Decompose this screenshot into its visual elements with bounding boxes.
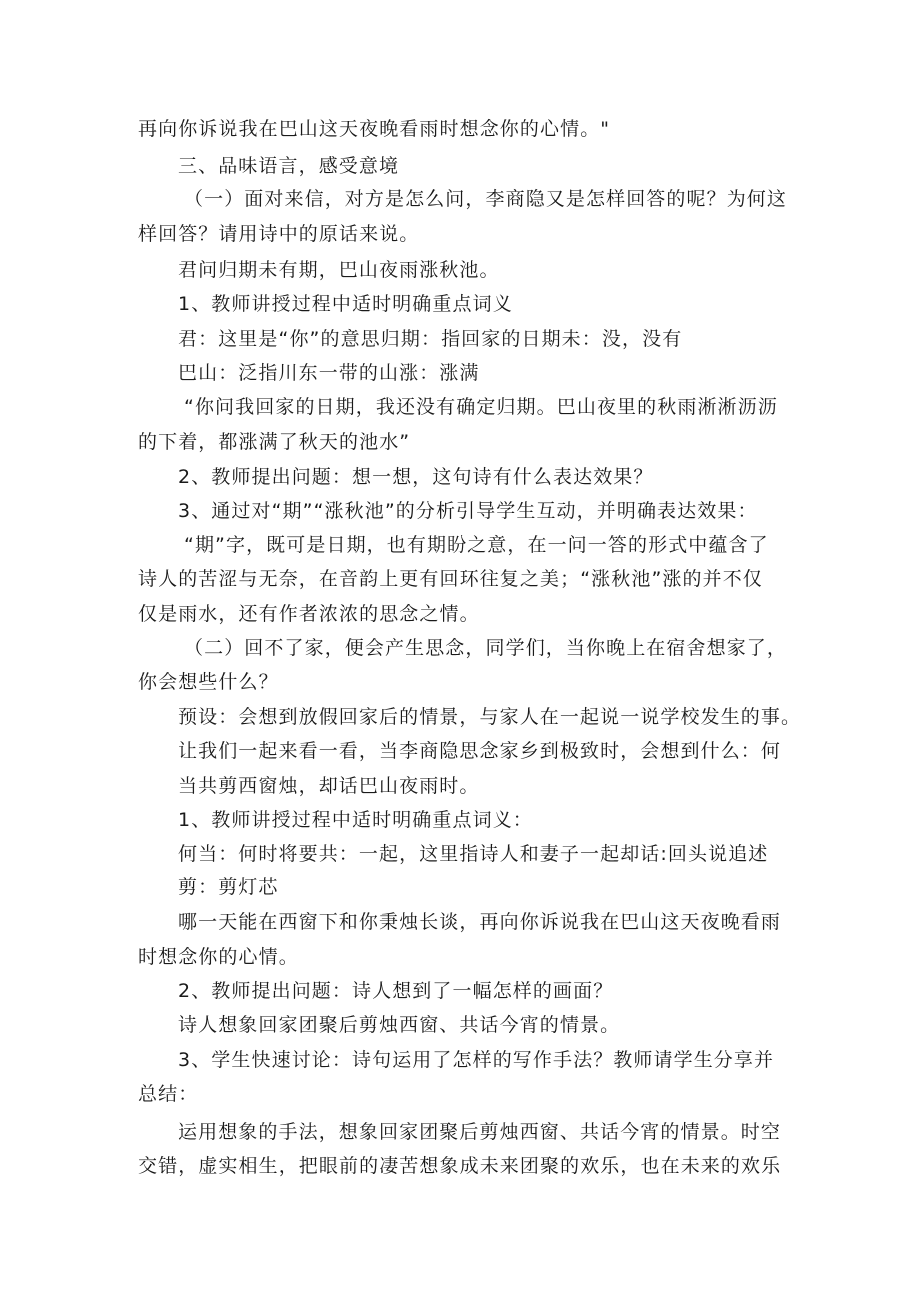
text-line: “你问我回家的日期，我还没有确定归期。巴山夜里的秋雨淅淅沥沥 (184, 396, 778, 418)
text-line: 1、教师讲授过程中适时明确重点词义： (178, 809, 533, 831)
text-line: 总结： (138, 1083, 199, 1105)
section-heading: 三、品味语言，感受意境 (178, 155, 400, 177)
text-line: 1、教师讲授过程中适时明确重点词义 (178, 293, 513, 315)
text-line: 哪一天能在西窗下和你秉烛长谈，再向你诉说我在巴山这天夜晚看雨 (178, 911, 782, 933)
text-line: 让我们一起来看一看，当李商隐思念家乡到极致时，会想到什么：何 (178, 740, 782, 762)
text-line: 的下着，都涨满了秋天的池水” (138, 431, 411, 453)
text-line: 你会想些什么？ (138, 671, 279, 693)
text-line: 何当：何时将要共：一起，这里指诗人和妻子一起却话:回头说追述 (178, 843, 769, 865)
text-line: （一）面对来信，对方是怎么问，李商隐又是怎样回答的呢？为何这 (184, 188, 788, 210)
text-line: 交错，虚实相生，把眼前的凄苦想象成未来团聚的欢乐，也在未来的欢乐 (138, 1155, 782, 1177)
text-line: 运用想象的手法，想象回家团聚后剪烛西窗、共话今宵的情景。时空 (178, 1121, 782, 1143)
text-line: 样回答？请用诗中的原话来说。 (138, 223, 420, 245)
text-line: 2、教师提出问题：想一想，这句诗有什么表达效果？ (178, 466, 654, 488)
text-line: （二）回不了家，便会产生思念，同学们，当你晚上在宿舍想家了， (184, 637, 788, 659)
text-line: 3、学生快速讨论：诗句运用了怎样的写作手法？教师请学生分享并 (178, 1049, 775, 1071)
text-line: 时想念你的心情。 (138, 946, 299, 968)
text-line: 巴山：泛指川东一带的山涨：涨满 (178, 362, 480, 384)
text-line: 剪：剪灯芯 (178, 876, 279, 898)
text-line: 2、教师提出问题：诗人想到了一幅怎样的画面？ (178, 980, 614, 1002)
text-line: “期”字，既可是日期，也有期盼之意，在一问一答的形式中蕴含了 (184, 534, 769, 556)
text-line: 3、通过对“期”“涨秋池”的分析引导学生互动，并明确表达效果： (178, 500, 758, 522)
text-line: 仅是雨水，还有作者浓浓的思念之情。 (138, 603, 480, 625)
text-line: 当共剪西窗烛，却话巴山夜雨时。 (178, 775, 480, 797)
text-line: 君：这里是“你”的意思归期：指回家的日期未：没，没有 (178, 328, 683, 350)
text-line: 诗人想象回家团聚后剪烛西窗、共话今宵的情景。 (178, 1014, 621, 1036)
text-line: 预设：会想到放假回家后的情景，与家人在一起说一说学校发生的事。 (178, 706, 802, 728)
poem-line: 君问归期未有期，巴山夜雨涨秋池。 (178, 259, 500, 281)
text-line: 再向你诉说我在巴山这天夜晚看雨时想念你的心情。" (138, 118, 611, 140)
text-line: 诗人的苦涩与无奈，在音韵上更有回环往复之美；“涨秋池”涨的并不仅 (138, 568, 763, 590)
